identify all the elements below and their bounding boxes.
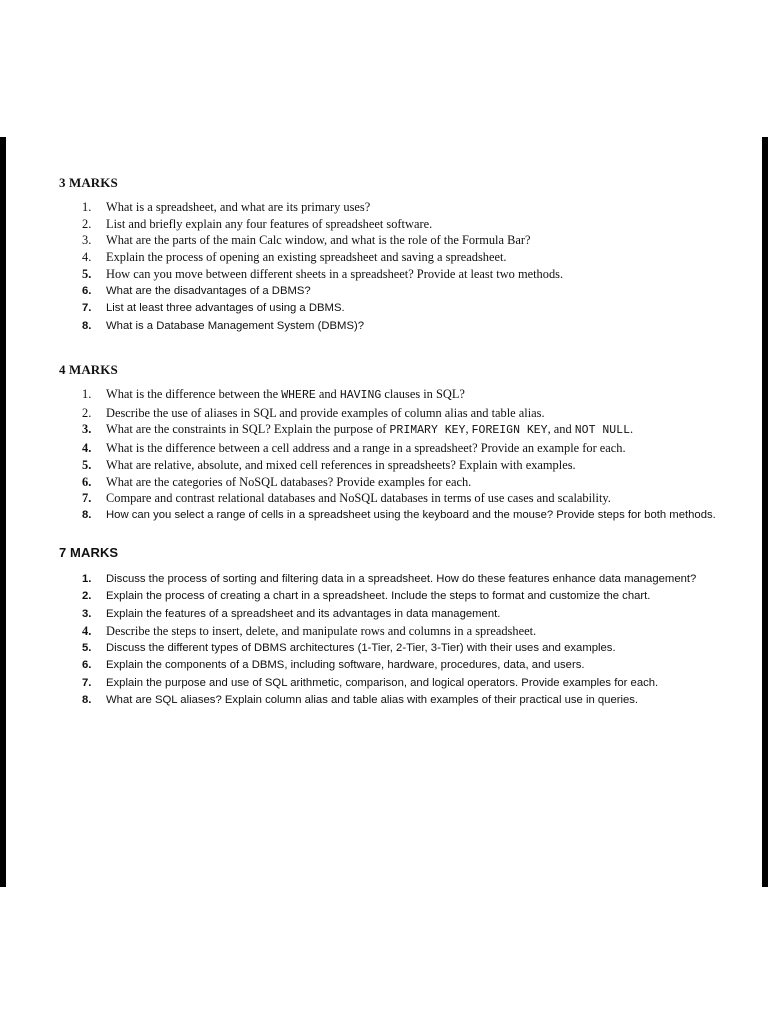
- list-item: [80, 199, 740, 216]
- section-heading-7-marks: 7 MARKS: [59, 545, 119, 560]
- question-text: What are SQL aliases? Explain column alias and table alias with examples of their practical use in queries.: [106, 694, 639, 707]
- item-number: 5.: [82, 457, 92, 472]
- item-number: 5.: [82, 642, 92, 655]
- text-part: What are the constraints in SQL? Explain the purpose of: [106, 422, 390, 437]
- question-text: How can you select a range of cells in a spreadsheet using the keyboard and the mouse? Provide steps for both methods.: [106, 508, 716, 521]
- list-item: [80, 657, 740, 674]
- question-text: [106, 422, 633, 436]
- item-number: 7.: [82, 491, 92, 506]
- list-item: [80, 606, 740, 623]
- left-border-bar: [0, 137, 6, 887]
- list-item: [80, 216, 740, 233]
- list-item: [80, 405, 740, 422]
- question-text: List and briefly explain any four features of spreadsheet software.: [106, 216, 433, 231]
- item-number: 2.: [82, 405, 92, 420]
- list-item: [80, 507, 740, 525]
- item-number: 7.: [82, 676, 92, 689]
- list-item: [80, 249, 740, 266]
- item-number: 4.: [82, 441, 92, 456]
- text-part: , and: [547, 422, 575, 437]
- list-item: [80, 421, 740, 440]
- sql-keyword: WHERE: [281, 389, 316, 402]
- list-item: [80, 440, 740, 457]
- right-border-bar: [762, 137, 768, 887]
- item-number: 8.: [82, 508, 92, 521]
- text-part: ,: [465, 422, 472, 437]
- question-text: Discuss the different types of DBMS architectures (1-Tier, 2-Tier, 3-Tier) with their uses and examples.: [106, 642, 616, 655]
- question-text: Discuss the process of sorting and filtering data in a spreadsheet. How do these features enhance data management?: [106, 573, 697, 585]
- list-item: [80, 692, 740, 709]
- list-item: [80, 490, 740, 507]
- list-item: [80, 623, 740, 640]
- list-item: [80, 457, 740, 474]
- question-text: Explain the process of creating a chart in a spreadsheet. Include the steps to format and customize the chart.: [106, 590, 651, 603]
- question-text: [106, 387, 465, 401]
- list-item: [80, 588, 740, 605]
- item-number: 7.: [82, 302, 92, 315]
- text-part: What is the difference between the: [106, 387, 282, 401]
- sql-keyword: FOREIGN KEY: [471, 424, 548, 438]
- section-heading-4-marks: 4 MARKS: [59, 362, 118, 377]
- item-number: 2.: [82, 590, 92, 603]
- list-item: [80, 640, 740, 657]
- question-list-7-marks: [80, 571, 740, 709]
- question-text: What are the disadvantages of a DBMS?: [106, 284, 311, 297]
- item-number: 1.: [82, 200, 92, 214]
- question-text: What are relative, absolute, and mixed cell references in spreadsheets? Explain with examples.: [106, 457, 576, 472]
- question-text: Explain the features of a spreadsheet and its advantages in data management.: [106, 607, 501, 620]
- question-text: What are the categories of NoSQL databases? Provide examples for each.: [106, 474, 472, 489]
- item-number: 4.: [82, 250, 92, 265]
- question-text: What is a Database Management System (DBMS)?: [106, 319, 365, 332]
- question-text: What is the difference between a cell address and a range in a spreadsheet? Provide an example for each.: [106, 441, 626, 456]
- question-text: Explain the process of opening an existing spreadsheet and saving a spreadsheet.: [106, 250, 507, 265]
- list-item: [80, 266, 740, 283]
- list-item: [80, 318, 740, 336]
- list-item: [80, 300, 740, 318]
- text-part: .: [629, 422, 634, 437]
- item-number: 1.: [82, 387, 92, 401]
- list-item: [80, 474, 740, 491]
- item-number: 4.: [82, 623, 92, 638]
- question-text: How can you move between different sheets in a spreadsheet? Provide at least two methods.: [106, 266, 564, 281]
- sql-keyword: PRIMARY KEY: [389, 424, 466, 438]
- item-number: 8.: [82, 319, 92, 332]
- text-part: and: [315, 387, 340, 401]
- item-number: 3.: [82, 607, 92, 620]
- question-text: What are the parts of the main Calc window, and what is the role of the Formula Bar?: [106, 233, 531, 248]
- item-number: 6.: [82, 284, 92, 297]
- sql-keyword: NOT NULL: [574, 424, 630, 438]
- list-item: [80, 386, 740, 405]
- question-text: Explain the components of a DBMS, including software, hardware, procedures, data, and users.: [106, 659, 585, 672]
- list-item: [80, 283, 740, 301]
- item-number: 5.: [82, 266, 92, 281]
- item-number: 1.: [82, 573, 92, 585]
- question-text: Describe the use of aliases in SQL and provide examples of column alias and table alias.: [106, 405, 545, 420]
- section-heading-3-marks: 3 MARKS: [59, 175, 118, 190]
- item-number: 6.: [82, 659, 92, 672]
- question-text: Compare and contrast relational databases and NoSQL databases in terms of use cases and scalability.: [106, 491, 611, 506]
- list-item: [80, 675, 740, 692]
- item-number: 3.: [82, 233, 92, 248]
- item-number: 2.: [82, 216, 92, 231]
- list-item: [80, 571, 740, 588]
- item-number: 3.: [82, 422, 92, 437]
- question-text: What is a spreadsheet, and what are its primary uses?: [106, 200, 371, 214]
- question-text: Describe the steps to insert, delete, and manipulate rows and columns in a spreadsheet.: [106, 623, 537, 638]
- list-item: [80, 232, 740, 249]
- item-number: 6.: [82, 474, 92, 489]
- text-part: clauses in SQL?: [381, 387, 465, 401]
- question-list-4-marks: [80, 386, 740, 524]
- question-text: Explain the purpose and use of SQL arithmetic, comparison, and logical operators. Provide examples for each.: [106, 676, 659, 689]
- question-list-3-marks: [80, 199, 740, 335]
- item-number: 8.: [82, 694, 92, 707]
- sql-keyword: HAVING: [339, 389, 382, 402]
- question-text: List at least three advantages of using a DBMS.: [106, 302, 345, 315]
